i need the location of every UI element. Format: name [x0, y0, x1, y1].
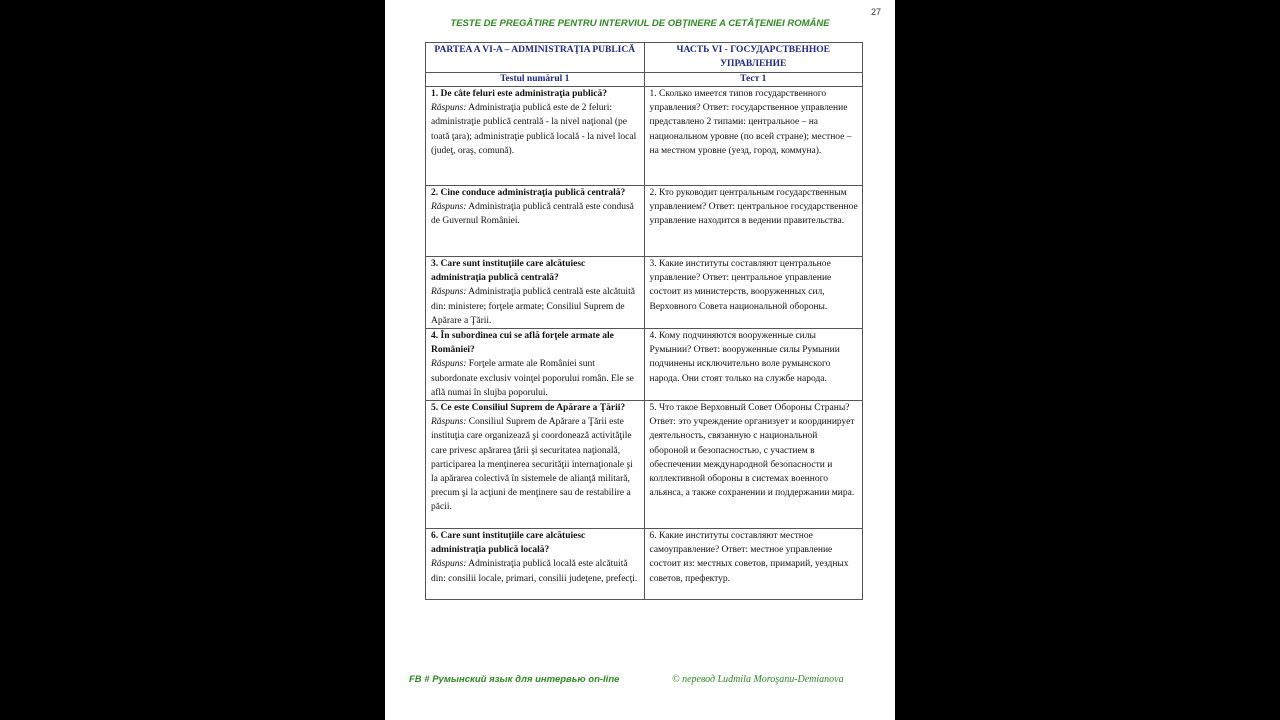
answer-label-ro: Răspuns:	[431, 103, 467, 114]
table-row	[426, 329, 863, 401]
footer-right: © перевод Ludmila Moroşanu-Demianova	[672, 674, 844, 685]
table-row	[426, 186, 863, 257]
header-ro: PARTEA A VI-A – ADMINISTRAŢIA PUBLICĂ	[426, 43, 645, 73]
ro-cell	[426, 329, 645, 401]
ro-cell	[426, 87, 645, 186]
subheader-ro: Testul numărul 1	[426, 73, 645, 87]
qa-table	[425, 42, 863, 600]
answer-ro: Administraţia publică locală este alcătuită din: consilii locale, primari, consilii judeţene, prefecţi.	[431, 559, 638, 584]
ro-cell	[426, 186, 645, 257]
answer-ro: Administraţia publică este de 2 feluri: administraţie publică centrală - la nivel naţional (pe toată ţara); administraţie publică locală - la nivel local (judeţ, oraş, comună).	[431, 103, 637, 156]
question-ro: 5. Ce este Consiliul Suprem de Apărare a Ţării?	[431, 403, 626, 414]
table-row	[426, 257, 863, 329]
answer-ro: Administraţia publică centrală este alcătuită din: ministere; forţele armate; Consiliul Suprem de Apărare a Ţării.	[431, 287, 635, 326]
page-number: 27	[870, 7, 881, 17]
answer-ro: Consiliul Suprem de Apărare a Ţării este instituţia care organizează şi coordonează activităţile care privesc apărarea ţării şi securitatea naţională, participarea la menţinerea securităţii internaţionale şi la apărarea colectivă în sistemele de alianţă militară, precum şi la acţiuni de menţinere sau de restabilire a păcii.	[431, 417, 633, 513]
question-ro: 6. Care sunt instituţiile care alcătuiesc administraţia publică locală?	[431, 531, 586, 556]
answer-label-ro: Răspuns:	[431, 287, 467, 298]
ro-cell	[426, 529, 645, 600]
subheader-ru: Тест 1	[644, 73, 863, 87]
header-ru: ЧАСТЬ VI - ГОСУДАРСТВЕННОЕ УПРАВЛЕНИЕ	[644, 43, 863, 73]
question-ro: 1. De câte feluri este administraţia publică?	[431, 89, 607, 99]
question-ro: 3. Care sunt instituţiile care alcătuiesc administraţia publică centrală?	[431, 259, 586, 284]
answer-ro: Administraţia publică centrală este condusă de Guvernul României.	[431, 202, 634, 227]
table-header-row	[426, 43, 863, 73]
table-row	[426, 529, 863, 600]
answer-ro: Forţele armate ale României sunt subordonate exclusiv voinţei poporului român. Ele se află numai în slujba poporului.	[431, 359, 634, 398]
ru-cell: 4. Кому подчиняются вооруженные силы Румынии? Ответ: вооруженные силы Румынии подчинены исключительно воле румынского народа. Они стоят только на службе народа.	[644, 329, 863, 401]
table-row	[426, 87, 863, 186]
ru-cell: 1. Сколько имеется типов государственного управления? Ответ: государственное управление представлено 2 типами: центральное – на национальном уровне (по всей стране); местное – на местном уровне (уезд, город, коммуна).	[644, 87, 863, 186]
answer-label-ro: Răspuns:	[431, 359, 467, 370]
answer-label-ro: Răspuns:	[431, 417, 467, 428]
answer-label-ro: Răspuns:	[431, 202, 467, 213]
ru-cell: 2. Кто руководит центральным государственным управлением? Ответ: центральное государственное управление находится в ведении правительства.	[644, 186, 863, 257]
document-page	[385, 0, 895, 720]
footer-left: FB # Румынский язык для интервью on-line	[409, 674, 620, 685]
ru-cell: 3. Какие институты составляют центральное управление? Ответ: центральное управление состоит из министерств, вооруженных сил, Верховного Совета национальной обороны.	[644, 257, 863, 329]
ru-cell: 6. Какие институты составляют местное самоуправление? Ответ: местное управление состоит из: местных советов, примарий, уездных советов, префектур.	[644, 529, 863, 600]
question-ro: 2. Cine conduce administraţia publică centrală?	[431, 188, 626, 198]
page-header-title: TESTE DE PREGĂTIRE PENTRU INTERVIUL DE OBŢINERE A CETĂŢENIEI ROMÂNE	[450, 18, 830, 29]
question-ro: 4. În subordinea cui se află forţele armate ale României?	[431, 331, 614, 356]
table-subheader-row	[426, 73, 863, 87]
answer-label-ro: Răspuns:	[431, 559, 467, 570]
table-row	[426, 401, 863, 529]
ro-cell	[426, 401, 645, 529]
ru-cell: 5. Что такое Верховный Совет Обороны Страны? Ответ: это учреждение организует и координирует деятельность, связанную с национальной обороной и безопасностью, с участием в обеспечении международной безопасности и коллективной обороны в системах военного альянса, а также сохранении и поддержании мира.	[644, 401, 863, 529]
ro-cell	[426, 257, 645, 329]
